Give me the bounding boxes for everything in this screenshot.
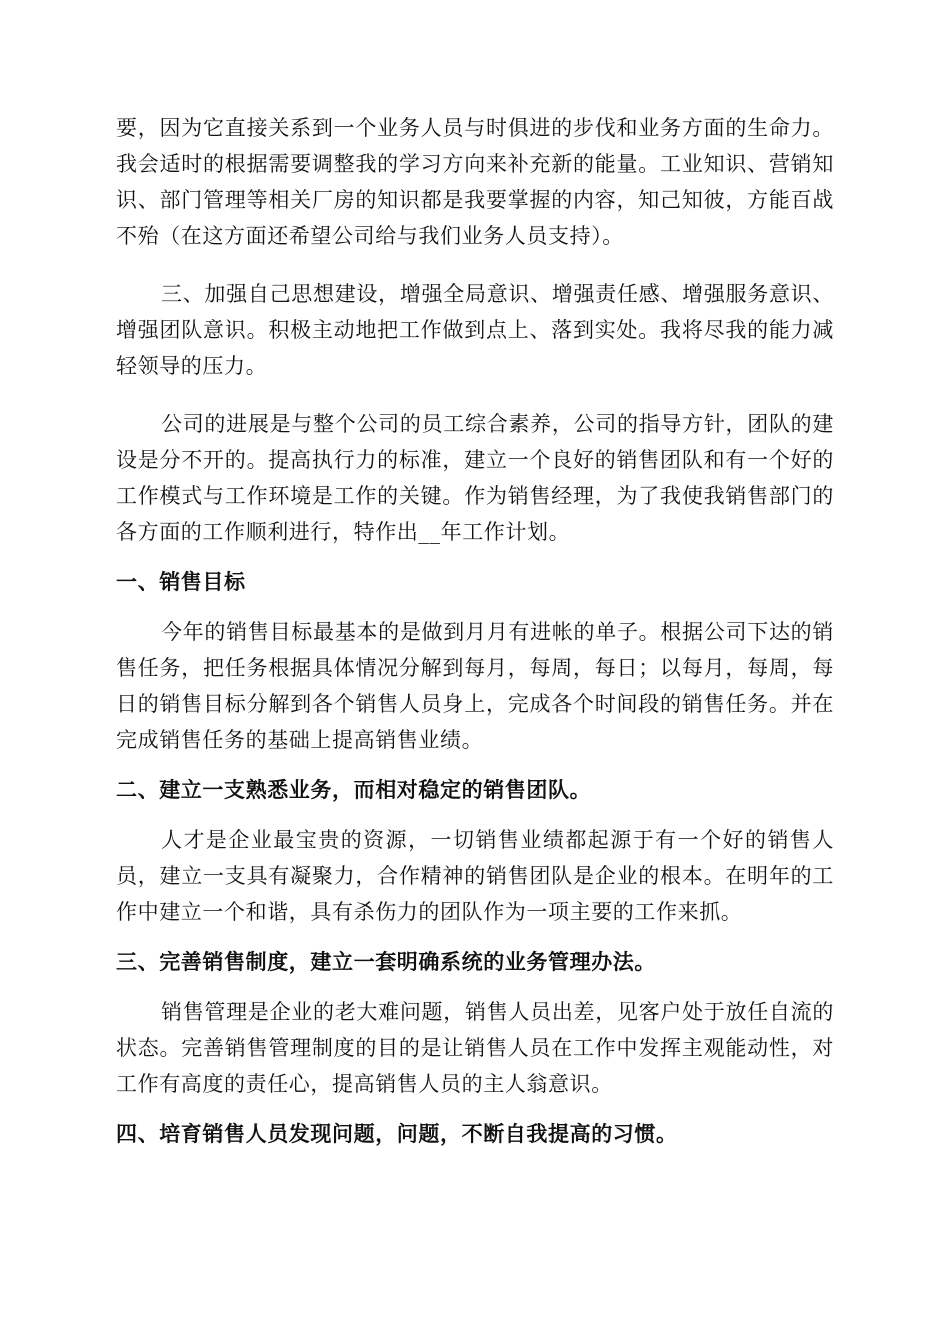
document-page [116,110,834,1152]
paragraph-intro: 公司的进展是与整个公司的员工综合素养，公司的指导方针，团队的建设是分不开的。提高执行力的标准，建立一个良好的销售团队和有一个好的工作模式与工作环境是工作的关键。作为销售经理，为了我使我销售部门的各方面的工作顺利进行，特作出__年工作计划。 [116,412,834,544]
paragraph-sales-team: 人才是企业最宝贵的资源，一切销售业绩都起源于有一个好的销售人员，建立一支具有凝聚力，合作精神的销售团队是企业的根本。在明年的工作中建立一个和谐，具有杀伤力的团队作为一项主要的工作来抓。 [116,828,834,924]
paragraph-sales-target: 今年的销售目标最基本的是做到月月有进帐的单子。根据公司下达的销售任务，把任务根据具体情况分解到每月，每周，每日；以每月，每周，每日的销售目标分解到各个销售人员身上，完成各个时间段的销售任务。并在完成销售任务的基础上提高销售业绩。 [116,620,834,752]
heading-sales-system: 三、完善销售制度，建立一套明确系统的业务管理办法。 [116,950,656,974]
heading-sales-target: 一、销售目标 [116,570,246,594]
heading-sales-team: 二、建立一支熟悉业务，而相对稳定的销售团队。 [116,778,592,802]
paragraph-point-three: 三、加强自己思想建设，增强全局意识、增强责任感、增强服务意识、增强团队意识。积极主动地把工作做到点上、落到实处。我将尽我的能力减轻领导的压力。 [116,282,834,378]
heading-self-improvement: 四、培育销售人员发现问题，问题，不断自我提高的习惯。 [116,1122,678,1146]
paragraph-continued: 要，因为它直接关系到一个业务人员与时俱进的步伐和业务方面的生命力。我会适时的根据需要调整我的学习方向来补充新的能量。工业知识、营销知识、部门管理等相关厂房的知识都是我要掌握的内容，知己知彼，方能百战不殆（在这方面还希望公司给与我们业务人员支持）。 [116,116,834,248]
paragraph-sales-system: 销售管理是企业的老大难问题，销售人员出差，见客户处于放任自流的状态。完善销售管理制度的目的是让销售人员在工作中发挥主观能动性，对工作有高度的责任心，提高销售人员的主人翁意识。 [116,1000,834,1096]
